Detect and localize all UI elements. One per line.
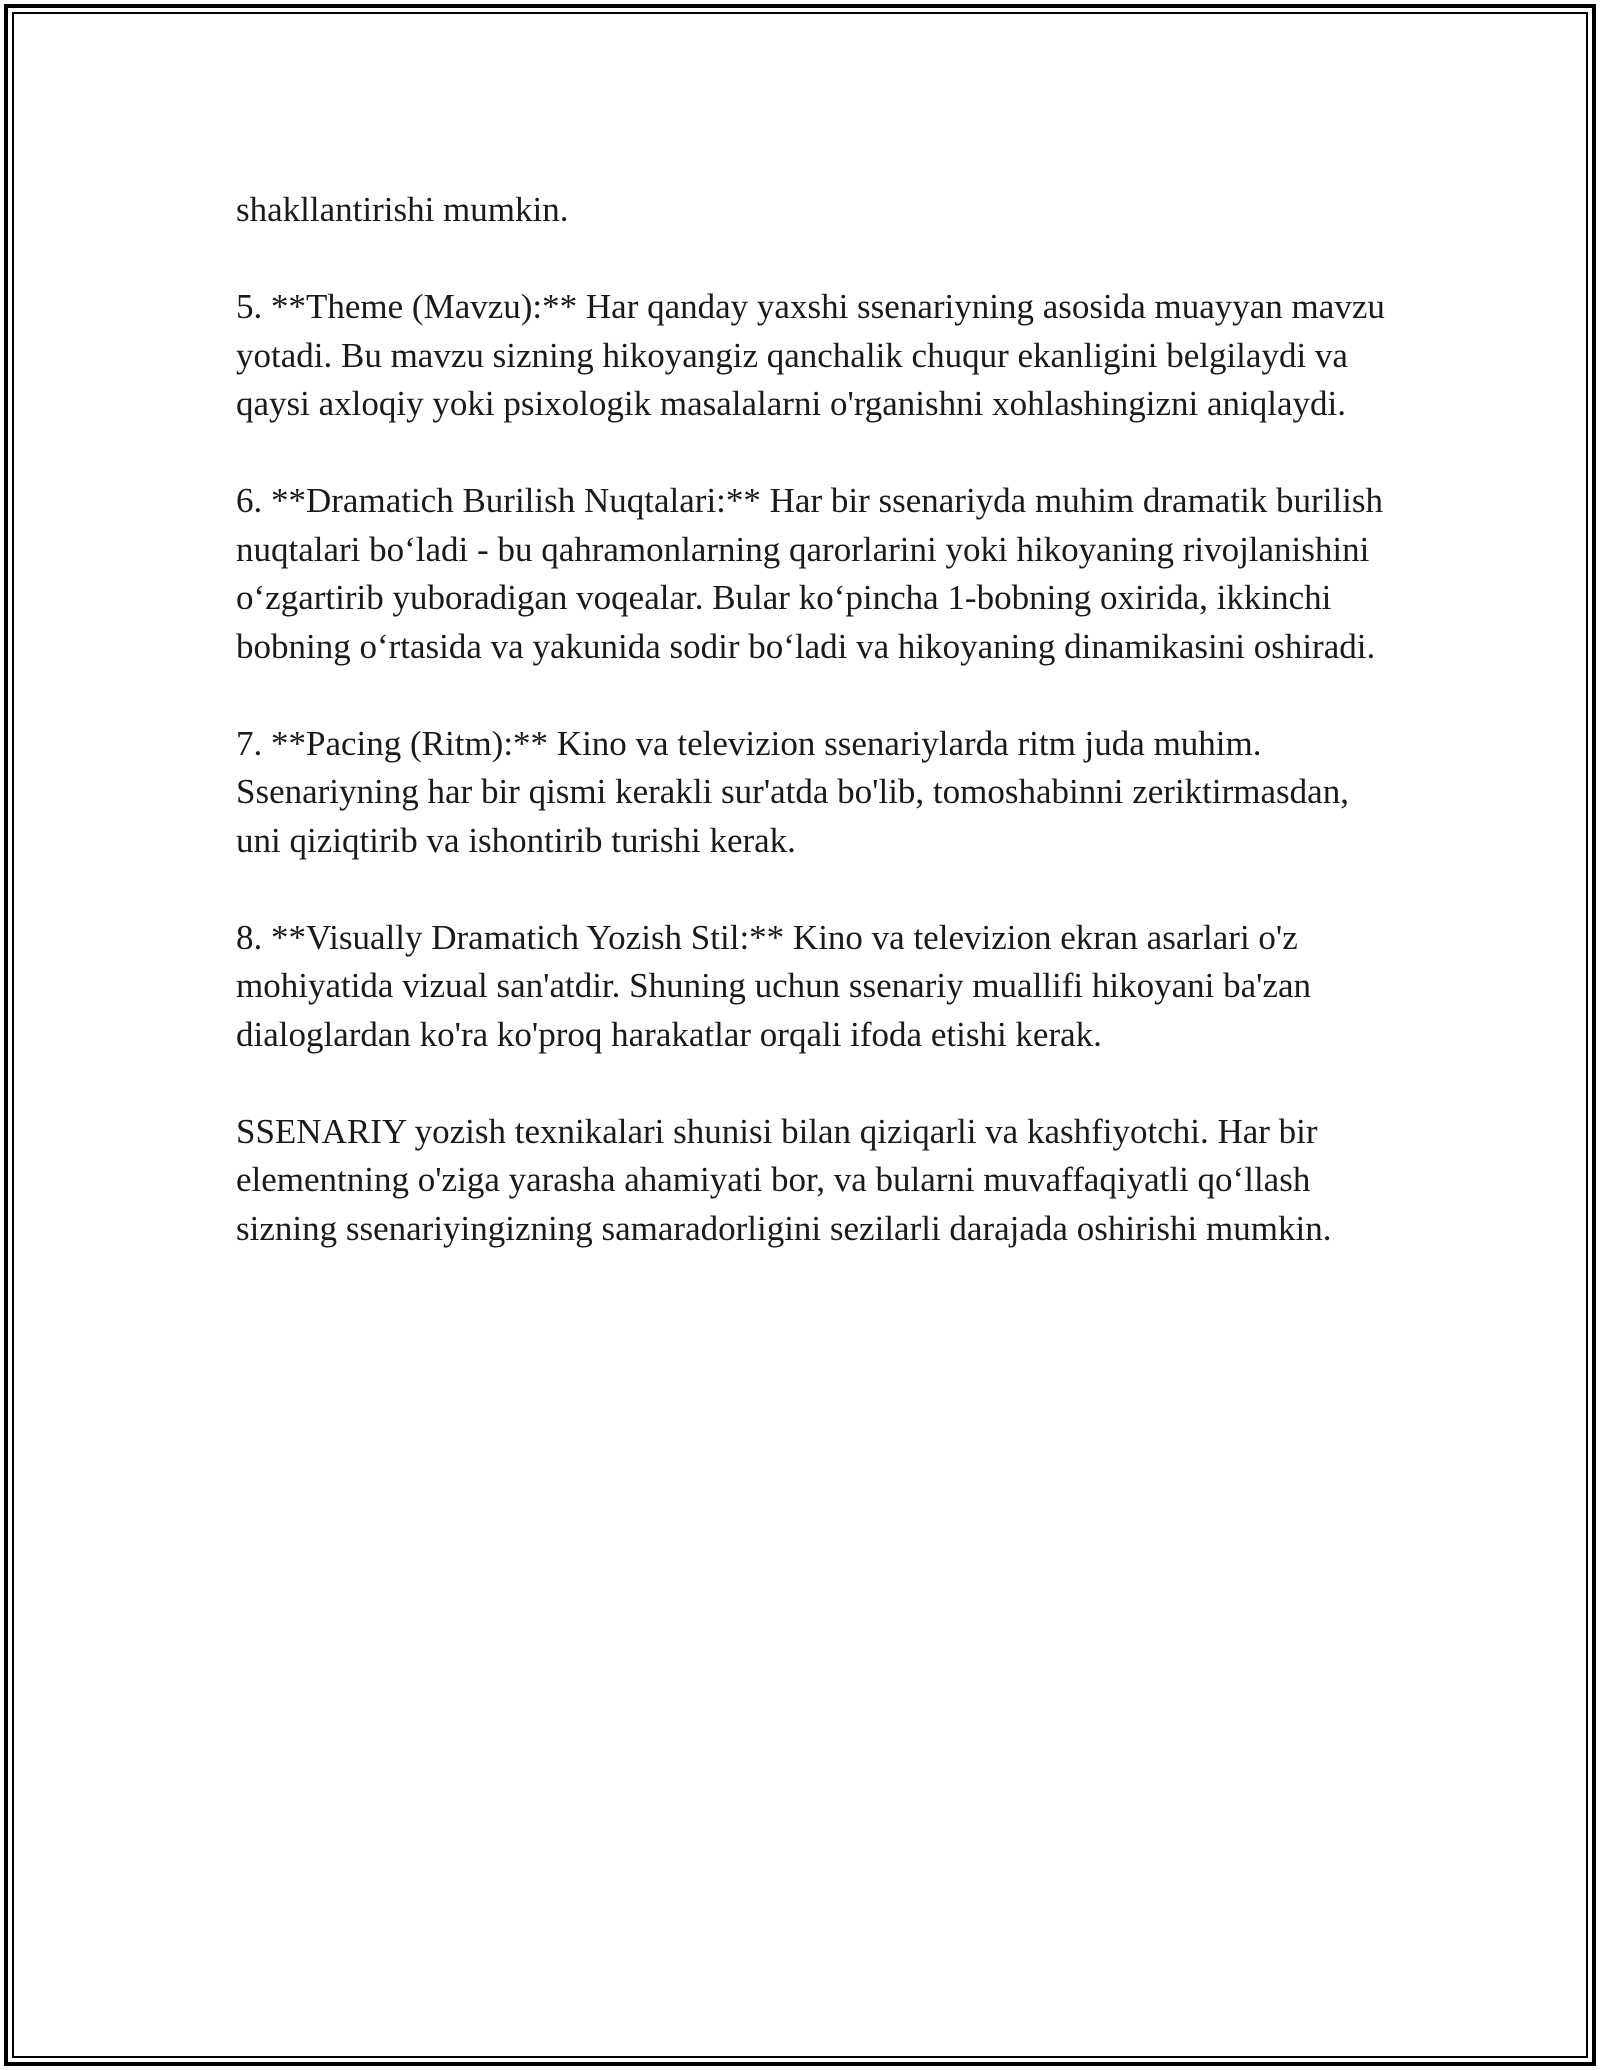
paragraph-pacing: 7. **Pacing (Ritm):** Kino va televizion ssenariylarda ritm juda muhim. Ssenariyning har bir qismi kerakli sur'atda bo'lib, tomoshabinni zeriktirmasdan, uni qiziqtirib va ishontirib turishi kerak.	[236, 723, 1349, 860]
document-body	[236, 186, 1396, 1253]
paragraph-conclusion: SSENARIY yozish texnikalari shunisi bilan qiziqarli va kashfiyotchi. Har bir elementning o'ziga yarasha ahamiyati bor, va bularni muvaffaqiyatli qo‘llash sizning ssenariyingizning samaradorligini sezilarli darajada oshirishi mumkin.	[236, 1111, 1332, 1248]
paragraph-turning-points: 6. **Dramatich Burilish Nuqtalari:** Har bir ssenariyda muhim dramatik burilish nuqtalari bo‘ladi - bu qahramonlarning qarorlarini yoki hikoyaning rivojlanishini o‘zgartirib yuboradigan voqealar. Bular ko‘pincha 1-bobning oxirida, ikkinchi bobning o‘rtasida va yakunida sodir bo‘ladi va hikoyaning dinamikasini oshiradi.	[236, 481, 1383, 666]
paragraph-theme: 5. **Theme (Mavzu):** Har qanday yaxshi ssenariyning asosida muayyan mavzu yotadi. Bu mavzu sizning hikoyangiz qanchalik chuqur ekanligini belgilaydi va qaysi axloqiy yoki psixologik masalalarni o'rganishni xohlashingizni aniqlaydi.	[236, 287, 1385, 423]
paragraph-visual-style: 8. **Visually Dramatich Yozish Stil:** Kino va televizion ekran asarlari o'z mohiyatida vizual san'atdir. Shuning uchun ssenariy muallifi hikoyani ba'zan dialoglardan ko'ra ko'proq harakatlar orqali ifoda etishi kerak.	[236, 917, 1312, 1054]
paragraph-continuation: shakllantirishi mumkin.	[236, 190, 569, 229]
